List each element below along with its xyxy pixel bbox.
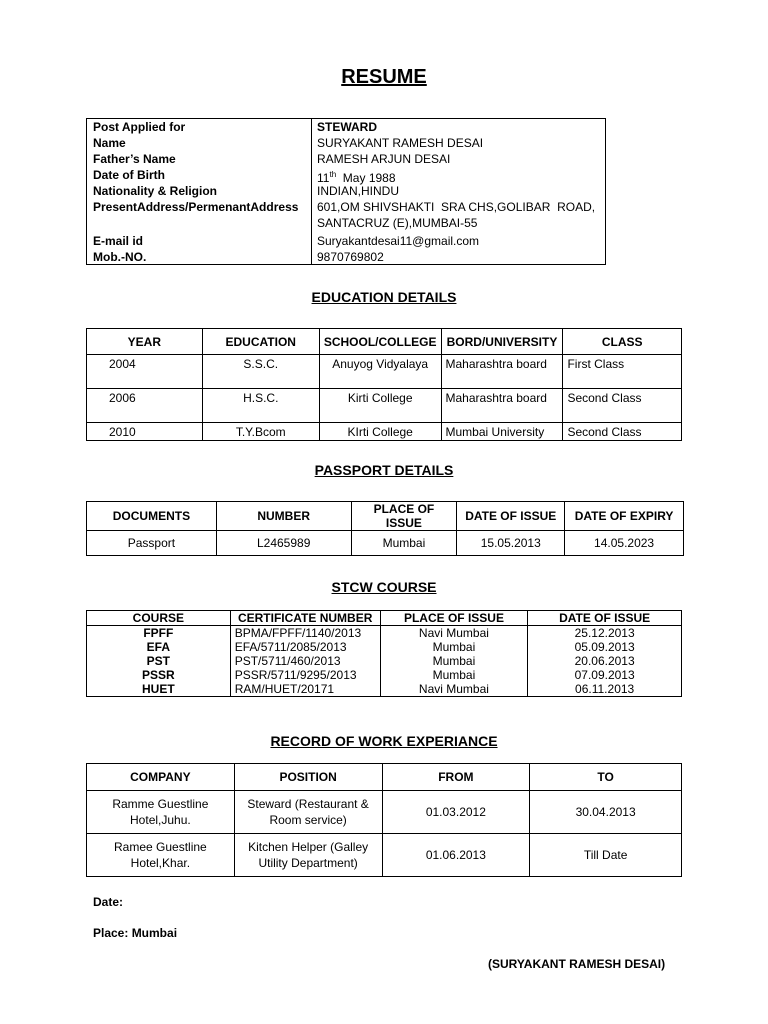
company-line: Hotel,Juhu.	[130, 813, 191, 827]
table-cell: FPFF	[87, 626, 231, 641]
info-label: PresentAddress/PermenantAddress	[93, 200, 299, 214]
company-line: Ramee Guestline	[114, 840, 207, 854]
column-header: DATE OF ISSUE	[457, 502, 565, 531]
table-cell: Mumbai University	[441, 423, 563, 441]
column-header: TO	[530, 764, 682, 791]
personal-info-box	[86, 118, 606, 265]
info-row	[87, 167, 605, 183]
info-label: Mob.-NO.	[93, 250, 147, 264]
info-row	[87, 151, 605, 167]
table-cell: Till Date	[530, 834, 682, 877]
table-row	[87, 531, 684, 556]
column-header: BORD/UNIVERSITY	[441, 329, 563, 355]
table-cell: Maharashtra board	[441, 389, 563, 423]
table-cell: Anuyog Vidyalaya	[319, 355, 441, 389]
company-line: Ramme Guestline	[112, 797, 209, 811]
table-cell: 15.05.2013	[457, 531, 565, 556]
stcw-table	[86, 610, 682, 697]
info-row	[87, 183, 605, 199]
info-row	[87, 249, 605, 265]
table-cell: Mumbai	[380, 654, 528, 668]
table-cell: Mumbai	[380, 668, 528, 682]
table-cell: H.S.C.	[202, 389, 319, 423]
table-cell: 25.12.2013	[528, 626, 682, 641]
info-value: STEWARD	[317, 120, 377, 134]
table-cell: Mumbai	[351, 531, 457, 556]
info-label: Post Applied for	[93, 120, 186, 134]
table-cell: EFA	[87, 640, 231, 654]
table-cell: L2465989	[216, 531, 351, 556]
info-row	[87, 135, 605, 151]
column-header: FROM	[382, 764, 530, 791]
position-line: Steward (Restaurant &	[247, 797, 369, 811]
table-cell: EFA/5711/2085/2013	[230, 640, 380, 654]
table-row	[87, 654, 682, 668]
table-cell: Mumbai	[380, 640, 528, 654]
company-line: Hotel,Khar.	[130, 856, 191, 870]
table-cell: RAM/HUET/20171	[230, 682, 380, 697]
table-row	[87, 834, 682, 877]
info-label: E-mail id	[93, 234, 144, 248]
table-row	[87, 640, 682, 654]
table-cell: 2006	[87, 389, 203, 423]
table-cell: Kirti College	[319, 389, 441, 423]
table-cell: 20.06.2013	[528, 654, 682, 668]
column-header: DATE OF EXPIRY	[565, 502, 684, 531]
date-label: Date:	[93, 895, 124, 909]
table-cell: 2010	[87, 423, 203, 441]
info-label: Date of Birth	[93, 168, 165, 182]
table-cell: PSSR/5711/9295/2013	[230, 668, 380, 682]
table-cell: T.Y.Bcom	[202, 423, 319, 441]
column-header: DATE OF ISSUE	[528, 611, 682, 626]
table-row	[87, 389, 682, 423]
info-row	[87, 119, 605, 135]
position-line: Kitchen Helper (Galley	[248, 840, 369, 854]
info-value: SURYAKANT RAMESH DESAI	[317, 136, 484, 150]
passport-table	[86, 501, 684, 556]
table-cell: 05.09.2013	[528, 640, 682, 654]
info-row	[87, 199, 605, 215]
table-row	[87, 791, 682, 834]
info-value: RAMESH ARJUN DESAI	[317, 152, 451, 166]
table-row	[87, 423, 682, 441]
table-row	[87, 626, 682, 641]
info-value: Suryakantdesai11@gmail.com	[317, 234, 480, 248]
info-value: 601,OM SHIVSHAKTI SRA CHS,GOLIBAR ROAD,	[317, 200, 596, 214]
table-row	[87, 355, 682, 389]
info-label: Name	[93, 136, 126, 150]
table-cell: Navi Mumbai	[380, 682, 528, 697]
education-title: EDUCATION DETAILS	[311, 289, 457, 305]
table-cell: PSSR	[87, 668, 231, 682]
table-row	[87, 682, 682, 697]
table-row	[87, 668, 682, 682]
table-cell: BPMA/FPFF/1140/2013	[230, 626, 380, 641]
column-header: PLACE OF ISSUE	[380, 611, 528, 626]
resume-title: RESUME	[341, 66, 427, 88]
info-label: Father’s Name	[93, 152, 176, 166]
table-cell	[234, 791, 382, 834]
table-cell: Second Class	[563, 423, 682, 441]
table-cell: KIrti College	[319, 423, 441, 441]
table-cell: 06.11.2013	[528, 682, 682, 697]
position-line: Room service)	[269, 813, 347, 827]
passport-title: PASSPORT DETAILS	[314, 462, 454, 478]
table-cell	[87, 834, 235, 877]
education-table	[86, 328, 682, 441]
table-cell: First Class	[563, 355, 682, 389]
table-cell: 30.04.2013	[530, 791, 682, 834]
table-cell: S.S.C.	[202, 355, 319, 389]
table-header-row	[87, 764, 682, 791]
table-cell: 2004	[87, 355, 203, 389]
table-cell: 07.09.2013	[528, 668, 682, 682]
table-cell: 01.03.2012	[382, 791, 530, 834]
column-header: POSITION	[234, 764, 382, 791]
info-row	[87, 215, 605, 231]
column-header: DOCUMENTS	[87, 502, 217, 531]
table-cell: HUET	[87, 682, 231, 697]
table-header-row	[87, 329, 682, 355]
table-cell: Maharashtra board	[441, 355, 563, 389]
table-header-row	[87, 611, 682, 626]
table-cell: Second Class	[563, 389, 682, 423]
dob-suffix: th	[329, 170, 337, 179]
dob-month-year: May 1988	[336, 171, 396, 185]
info-value: 9870769802	[317, 250, 384, 264]
dob-day: 11	[317, 171, 330, 185]
column-header: CLASS	[563, 329, 682, 355]
info-row	[87, 233, 605, 249]
work-table	[86, 763, 682, 877]
table-header-row	[87, 502, 684, 531]
table-cell	[87, 791, 235, 834]
info-value: INDIAN,HINDU	[317, 184, 400, 198]
work-title: RECORD OF WORK EXPERIANCE	[270, 733, 498, 749]
table-cell: PST	[87, 654, 231, 668]
table-cell: Passport	[87, 531, 217, 556]
position-line: Utility Department)	[258, 856, 358, 870]
column-header: SCHOOL/COLLEGE	[319, 329, 441, 355]
column-header: EDUCATION	[202, 329, 319, 355]
table-cell: 14.05.2023	[565, 531, 684, 556]
table-cell	[234, 834, 382, 877]
column-header: NUMBER	[216, 502, 351, 531]
column-header: COMPANY	[87, 764, 235, 791]
info-value: SANTACRUZ (E),MUMBAI-55	[317, 216, 478, 230]
table-cell: 01.06.2013	[382, 834, 530, 877]
column-header: YEAR	[87, 329, 203, 355]
table-cell: Navi Mumbai	[380, 626, 528, 641]
column-header: PLACE OF ISSUE	[351, 502, 457, 531]
info-label: Nationality & Religion	[93, 184, 218, 198]
column-header: COURSE	[87, 611, 231, 626]
place-label: Place: Mumbai	[93, 926, 178, 940]
signature-name: (SURYAKANT RAMESH DESAI)	[488, 957, 666, 971]
stcw-title: STCW COURSE	[331, 579, 437, 595]
table-cell: PST/5711/460/2013	[230, 654, 380, 668]
column-header: CERTIFICATE NUMBER	[230, 611, 380, 626]
